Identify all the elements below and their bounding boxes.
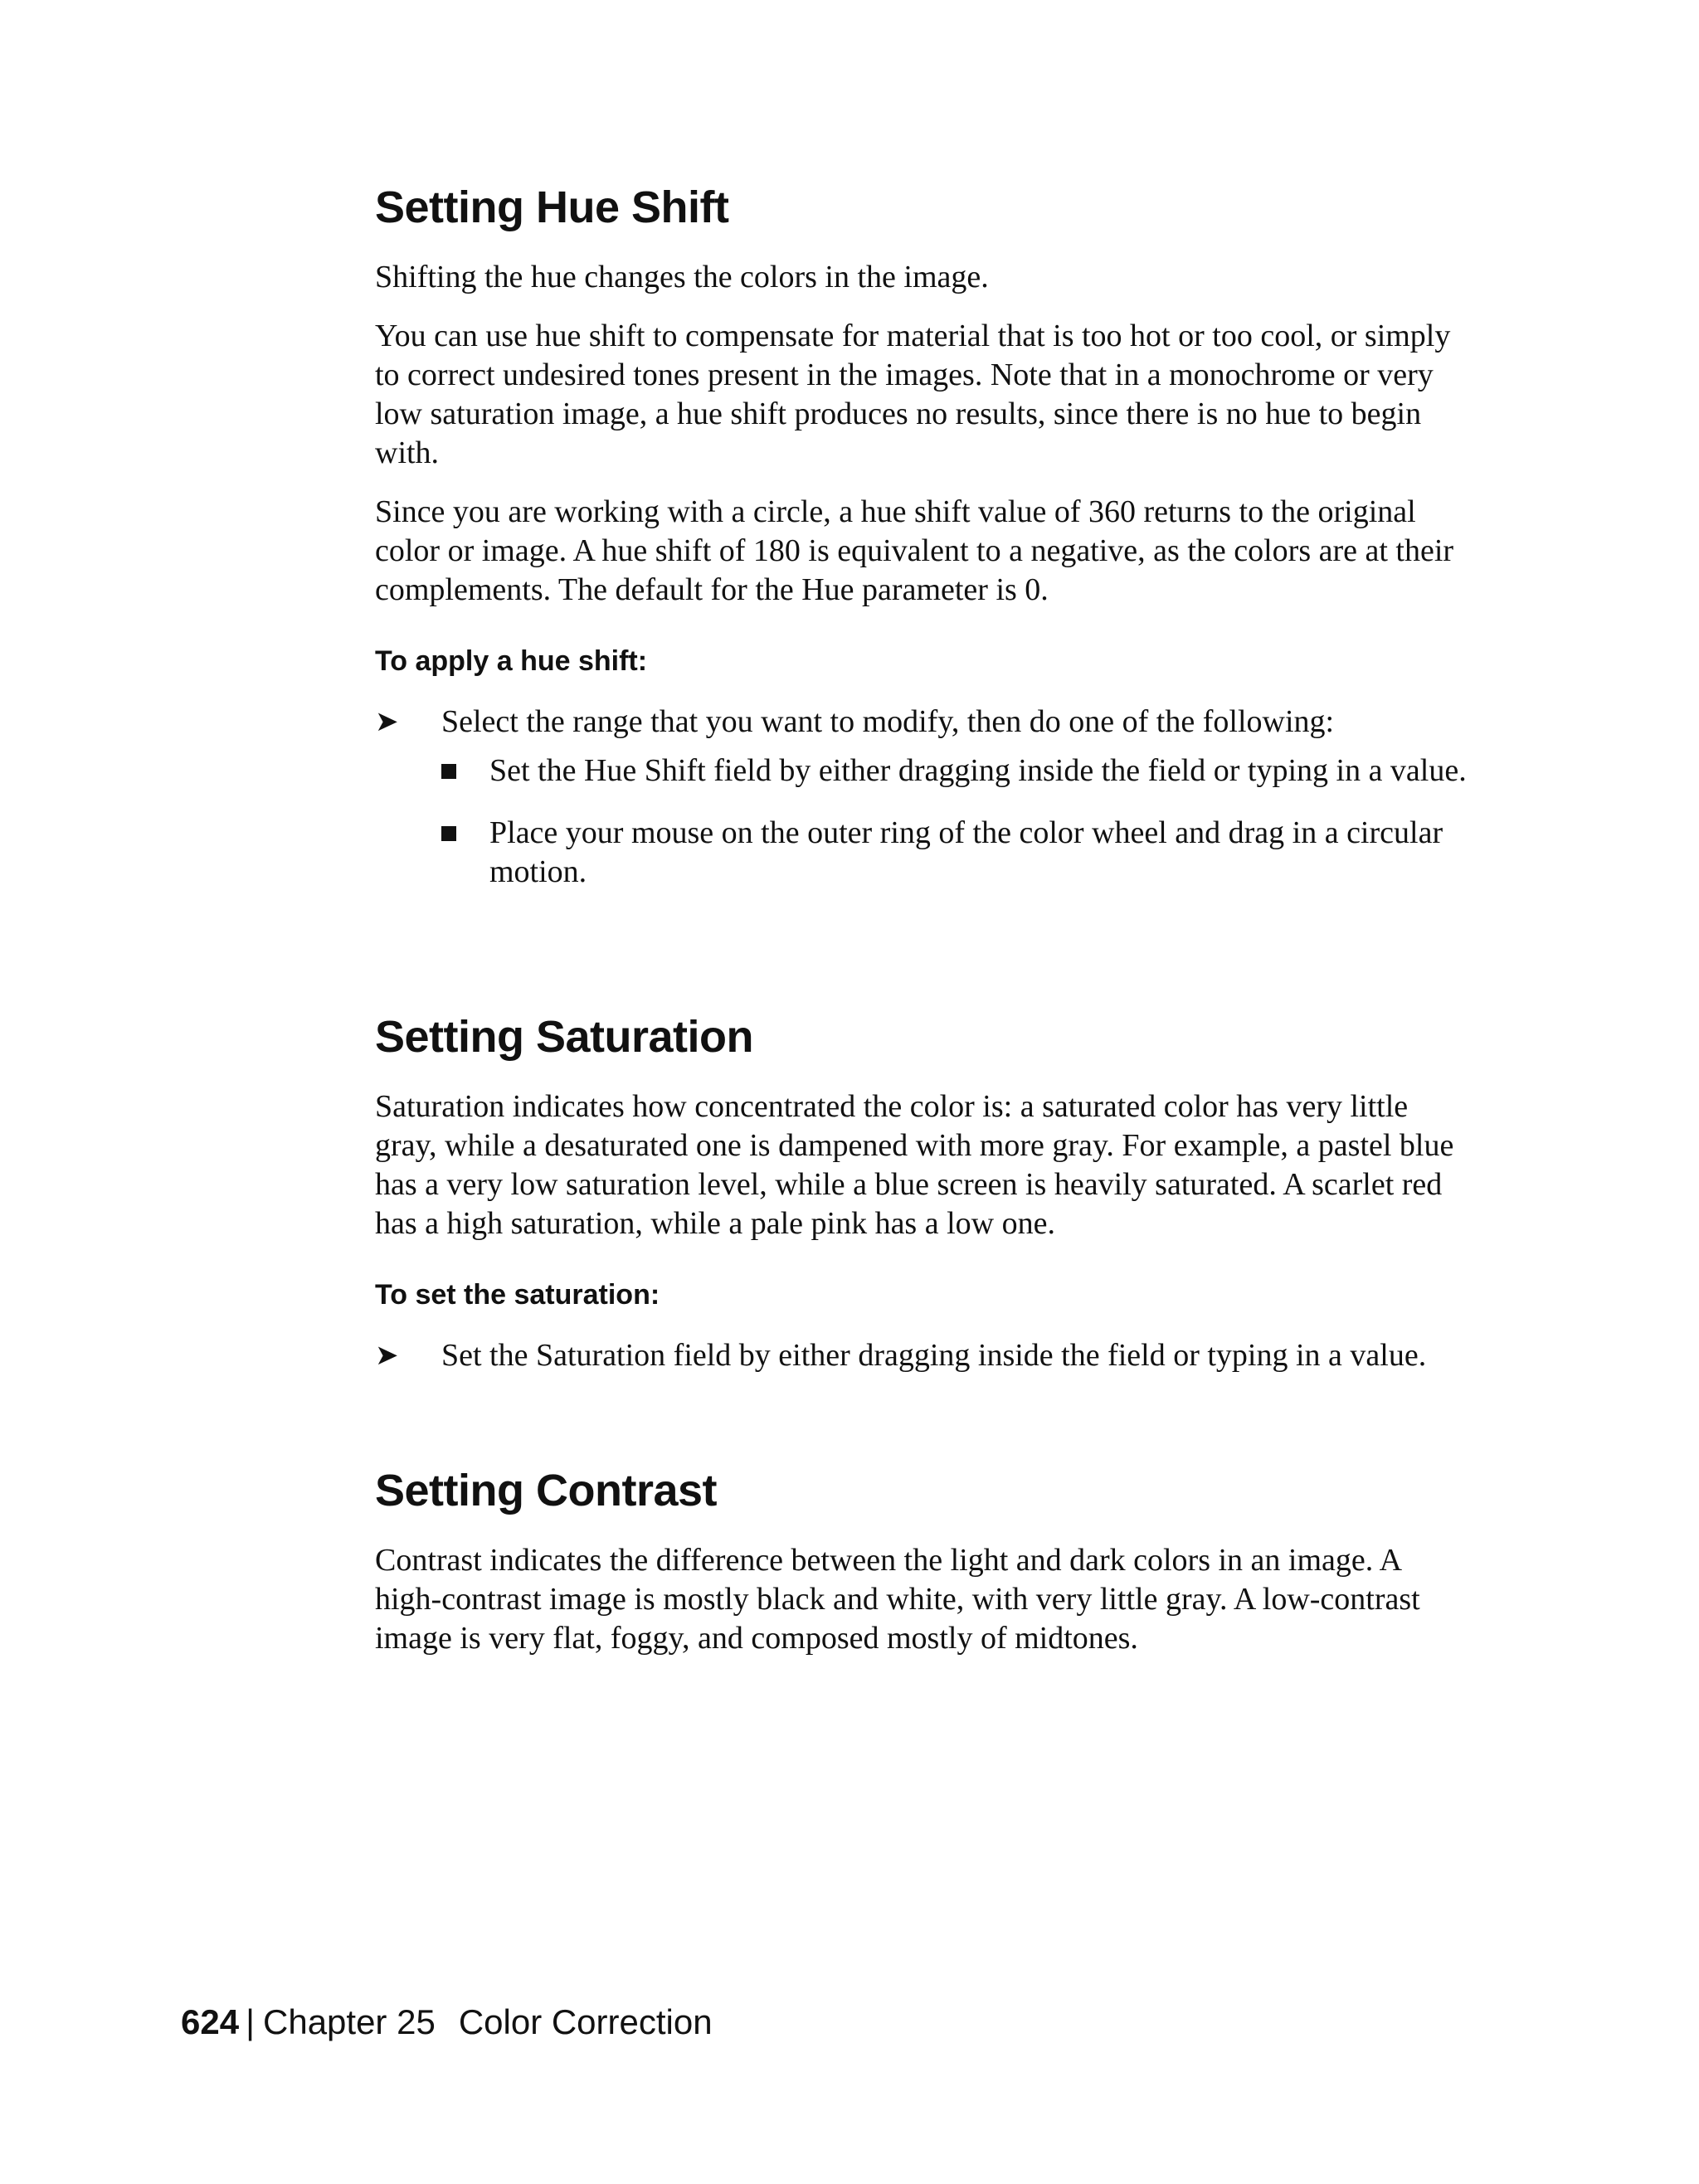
paragraph: Since you are working with a circle, a hue shift value of 360 returns to the original color or image. A hue shift of 180 is equivalent to a negative, as the colors are at their complements. The default for the Hue parameter is 0. xyxy=(375,494,1454,607)
arrow-icon: ➤ xyxy=(375,705,399,738)
page-number: 624 xyxy=(181,2002,240,2041)
list-item xyxy=(441,752,1470,790)
square-bullet-icon xyxy=(441,752,489,790)
square-bullet-icon xyxy=(441,814,489,853)
procedure-title: To set the saturation: xyxy=(375,1279,660,1311)
chapter-label: Chapter 25 xyxy=(263,2002,436,2041)
step-body xyxy=(441,703,1470,915)
sub-list xyxy=(441,752,1470,892)
procedure-step xyxy=(375,703,1470,915)
step-text: Select the range that you want to modify, then do one of the following: xyxy=(441,704,1335,739)
chapter-title: Color Correction xyxy=(458,2002,713,2041)
page-footer xyxy=(181,1999,713,2045)
section-heading-contrast: Setting Contrast xyxy=(375,1466,718,1515)
paragraph: Saturation indicates how concentrated the color is: a saturated color has very little gray, while a desaturated one is dampened with more gray. For example, a pastel blue has a very low saturation level, while a blue screen is heavily saturated. A scarlet red has a high saturation, while a pale pink has a low one. xyxy=(375,1089,1454,1241)
paragraph: You can use hue shift to compensate for material that is too hot or too cool, or simply to correct undesired tones present in the images. Note that in a monochrome or very low saturation image, a hue shift produces no results, since there is no hue to begin with. xyxy=(375,319,1451,470)
list-item-text: Set the Hue Shift field by either dragging inside the field or typing in a value. xyxy=(489,753,1467,788)
paragraph: Shifting the hue changes the colors in the image. xyxy=(375,260,989,294)
list-item-text: Place your mouse on the outer ring of the color wheel and drag in a circular motion. xyxy=(489,815,1443,889)
page-content xyxy=(375,178,1470,1678)
footer-separator: | xyxy=(246,2002,255,2041)
procedure-title: To apply a hue shift: xyxy=(375,645,648,677)
step-text: Set the Saturation field by either dragging inside the field or typing in a value. xyxy=(441,1338,1427,1373)
step-body xyxy=(441,1336,1470,1375)
section-heading-hue-shift: Setting Hue Shift xyxy=(375,182,729,232)
arrow-icon: ➤ xyxy=(375,1339,399,1372)
list-item xyxy=(441,814,1470,892)
paragraph: Contrast indicates the difference between the light and dark colors in an image. A high-contrast image is mostly black and white, with very little gray. A low-contrast image is very flat, foggy, and composed mostly of midtones. xyxy=(375,1543,1420,1656)
section-heading-saturation: Setting Saturation xyxy=(375,1012,754,1062)
procedure-step xyxy=(375,1336,1470,1375)
